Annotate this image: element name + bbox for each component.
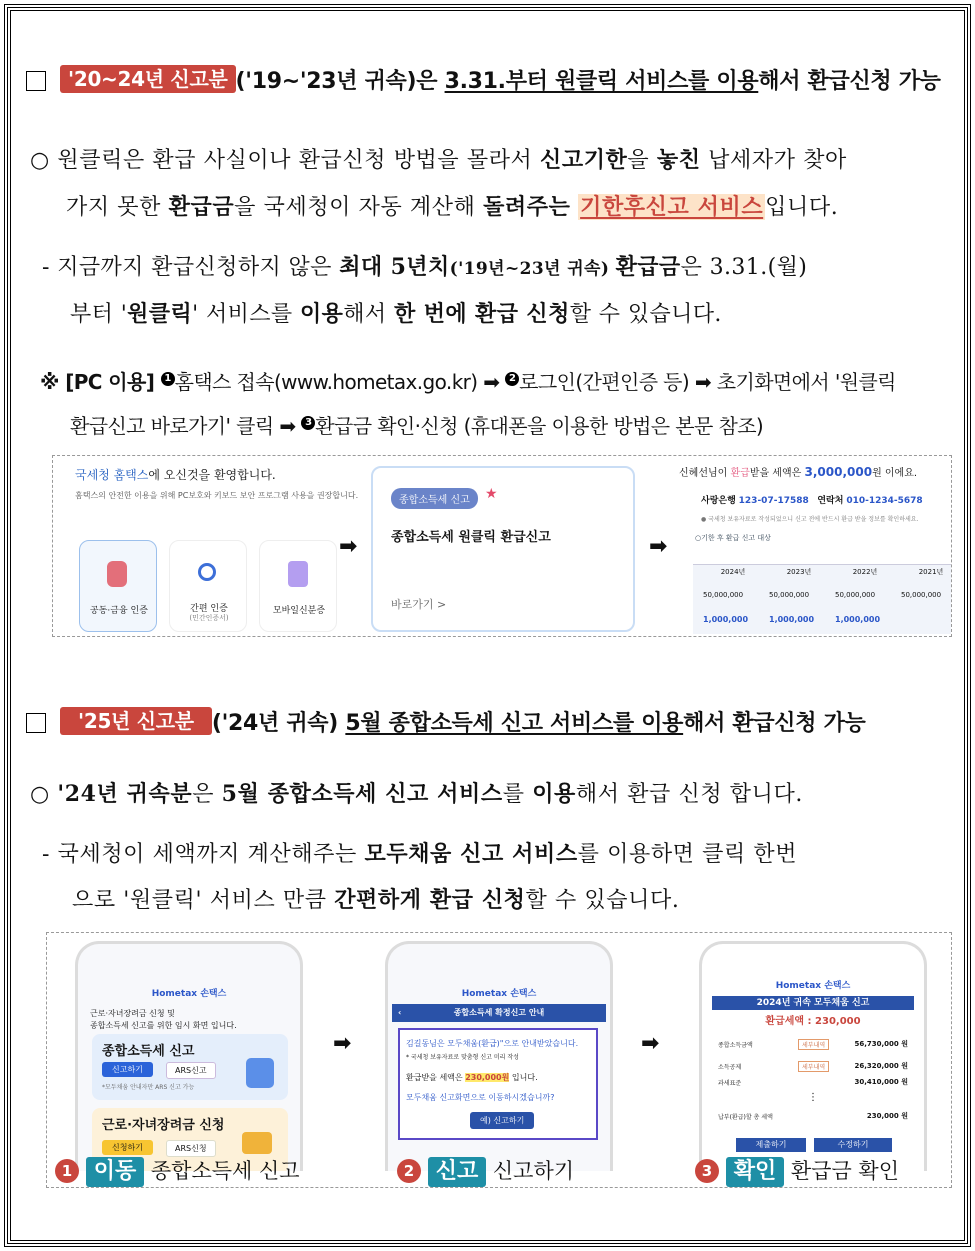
report-button[interactable]: 신고하기 bbox=[102, 1062, 153, 1077]
detail-row: 과세표준 30,410,000 원 bbox=[718, 1078, 908, 1087]
p2-line1: - 지금까지 환급신청하지 않은 최대 5년치('19년~23년 귀속) 환급금은 3.31.(월) bbox=[42, 254, 808, 280]
apply-button[interactable]: 신청하기 bbox=[102, 1140, 153, 1155]
submit-button[interactable]: 제출하기 bbox=[736, 1138, 806, 1152]
p2-line2: 부터 '원클릭' 서비스를 이용해서 한 번에 환급 신청할 수 있습니다. bbox=[70, 301, 722, 327]
arrow-icon: ➡ bbox=[649, 534, 668, 559]
p5-line1: - 국세청이 세액까지 계산해주는 모두채움 신고 서비스를 이용하면 클릭 한번 bbox=[42, 841, 798, 867]
notice-box: 김길동님은 모두채움(환급)"으로 안내받았습니다. * 국세청 보유자료로 맞춤형 신고 미리 작성 환급받을 세액은 230,000원 입니다. 모두채움 신고화면으로 이동하시겠습니까? 예) 신고하기 bbox=[398, 1028, 598, 1140]
step2-icon: 2 bbox=[505, 372, 519, 386]
phone-3: Hometax 손택스 2024년 귀속 모두채움 신고 환급세액 : 230,000 종합소득금액 세부내역 56,730,000 원 소득공제 세부내역 26,320,000 원 과세표준 30,410,000 원 ⋮ 납부(환급)할 총 세액 230,000 원 제출하기 수정하기 bbox=[699, 941, 927, 1171]
notice-header: ‹ 종합소득세 확정신고 안내 bbox=[392, 1004, 606, 1022]
p4-line: ○ '24년 귀속분은 5월 종합소득세 신고 서비스를 이용해서 환급 신청 합니다. bbox=[30, 781, 803, 807]
star-icon: ★ bbox=[485, 486, 498, 502]
p1-line1: ○ 원클릭은 환급 사실이나 환급신청 방법을 몰라서 신고기한을 놓친 납세자가 찾아 bbox=[30, 147, 847, 173]
detail-row: 소득공제 세부내역 26,320,000 원 bbox=[718, 1062, 908, 1071]
calculator-icon bbox=[246, 1058, 274, 1088]
cert-icon bbox=[107, 561, 127, 587]
mobile-id-button[interactable]: 모바일신분증 bbox=[259, 540, 337, 632]
section2-heading: '25년 신고분 ('24년 귀속) 5월 종합소득세 신고 서비스를 이용해서 환급신청 가능 bbox=[26, 706, 865, 737]
arrow-icon: ➡ bbox=[641, 1031, 660, 1056]
oneclick-card[interactable]: 종합소득세 신고 ★ 종합소득세 원클릭 환급신고 바로가기 > bbox=[371, 466, 635, 632]
detail-row: 납부(환급)할 총 세액 230,000 원 bbox=[718, 1112, 908, 1121]
refund-panel: 신혜선님이 환급받을 세액은 3,000,000원 이에요. 사랑은행 123-07-17588 연락처 010-1234-5678 ● 국세청 보유자료로 작성되었으니 신고 전에 반드시 환급 받을 정보를 확인하세요. ○기한 후 환급 신고 대상 2024년 2023년 2022년 2021년 50,000,000 50,000,000 50,000,000 50,000,000 1,000,000 1,000,000 1,000,000 bbox=[679, 464, 949, 634]
search-icon bbox=[198, 563, 216, 581]
shortcut-link[interactable]: 바로가기 > bbox=[391, 598, 447, 611]
back-icon[interactable]: ‹ bbox=[398, 1008, 402, 1017]
section1-heading: '20~24년 신고분 ('19~'23년 귀속)은 3.31.부터 원클릭 서비스를 이용해서 환급신청 가능 bbox=[26, 64, 941, 95]
refund-title: 신혜선님이 환급받을 세액은 3,000,000원 이에요. bbox=[679, 465, 918, 479]
cert-button[interactable]: 공동·금융 인증 bbox=[79, 540, 157, 632]
confirm-report-button[interactable]: 예) 신고하기 bbox=[470, 1112, 534, 1129]
hometax-screenshot: 국세청 홈택스에 오신것을 환영합니다. 홈택스의 안전한 이용을 위해 PC보호와 키보드 보안 프로그램 사용을 권장합니다. 공동·금융 인증 간편 인증 (민간인증서) 모바일신분증 ➡ 종합소득세 신고 ★ 종합소득세 원클릭 환급신고 바로가기 > ➡ 신혜선님이 환급받을 세액은 3,000,000원 이에요. 사랑은행 123-07-17588 연락처 010-1234-5678 ● 국세청 보유자료로 작성되었으니 신고 전에 반드시 환급 받을 정보를 확인하세요. ○기한 후 환급 신고 대상 2024년 2023년 2022년 2021년 50,000,000 50,000,000 50,000,000 50,000,000 1,000,000 1,000,000 1,000,000 bbox=[52, 455, 952, 637]
id-card-icon bbox=[288, 561, 308, 587]
coins-icon bbox=[242, 1132, 272, 1154]
card-tag: 종합소득세 신고 bbox=[391, 488, 478, 509]
caption-2: 2 신고 신고하기 bbox=[397, 1155, 574, 1187]
checkbox-icon bbox=[26, 713, 46, 733]
edit-button[interactable]: 수정하기 bbox=[814, 1138, 892, 1152]
phone-1: Hometax 손택스 근로·자녀장려금 신청 및 종합소득세 신고를 위한 임시 화면 입니다. 종합소득세 신고 신고하기 ARS신고 *모두채움 안내자만 ARS 신고 가능 근로·자녀장려금 신청 신청하기 ARS신청 bbox=[75, 941, 303, 1171]
tax-card: 종합소득세 신고 신고하기 ARS신고 *모두채움 안내자만 ARS 신고 가능 bbox=[92, 1034, 288, 1100]
p1-line2: 가지 못한 환급금을 국세청이 자동 계산해 돌려주는 기한후신고 서비스입니다. bbox=[66, 194, 839, 220]
arrow-icon: ➡ bbox=[333, 1031, 352, 1056]
step1-icon: 1 bbox=[161, 372, 175, 386]
step3-icon: 3 bbox=[301, 416, 315, 430]
phone-2: Hometax 손택스 ‹ 종합소득세 확정신고 안내 김길동님은 모두채움(환급)"으로 안내받았습니다. * 국세청 보유자료로 맞춤형 신고 미리 작성 환급받을 세액은 230,000원 입니다. 모두채움 신고화면으로 이동하시겠습니까? 예) 신고하기 bbox=[385, 941, 613, 1171]
welcome-text: 국세청 홈택스에 오신것을 환영합니다. bbox=[75, 468, 276, 482]
detail-rows: 종합소득금액 세부내역 56,730,000 원 소득공제 세부내역 26,320,000 원 과세표준 30,410,000 원 ⋮ 납부(환급)할 총 세액 230,000 원 bbox=[718, 1040, 908, 1128]
caption-1: 1 이동 종합소득세 신고 bbox=[55, 1155, 300, 1187]
checkbox-icon bbox=[26, 71, 46, 91]
p3-line2: 환급신고 바로가기' 클릭 ➡ 3 환급금 확인·신청 (휴대폰을 이용한 방법은 본문 참조) bbox=[70, 414, 764, 438]
simple-auth-button[interactable]: 간편 인증 (민간인증서) bbox=[169, 540, 247, 632]
arrow-icon: ➡ bbox=[339, 534, 358, 559]
sontax-screenshot bbox=[46, 932, 952, 1188]
year-table: 2024년 2023년 2022년 2021년 50,000,000 50,000,000 50,000,000 50,000,000 1,000,000 1,000,000 1,000,000 bbox=[693, 564, 952, 634]
section1-tag: '20~24년 신고분 bbox=[60, 65, 236, 93]
section2-tag: '25년 신고분 bbox=[60, 707, 212, 735]
caption-3: 3 확인 환급금 확인 bbox=[695, 1155, 899, 1187]
highlight-service: 기한후신고 서비스 bbox=[580, 194, 764, 220]
allowance-card: 근로·자녀장려금 신청 신청하기 ARS신청 bbox=[92, 1108, 288, 1171]
detail-row: 종합소득금액 세부내역 56,730,000 원 bbox=[718, 1040, 908, 1049]
p3-line1: ※ [PC 이용] 1 홈택스 접속(www.hometax.go.kr) ➡ 2 로그인(간편인증 등) ➡ 초기화면에서 '원클릭 bbox=[40, 370, 896, 394]
p5-line2: 으로 '원클릭' 서비스 만큼 간편하게 환급 신청할 수 있습니다. bbox=[72, 887, 680, 913]
ars-apply-button[interactable]: ARS신청 bbox=[166, 1140, 216, 1157]
ars-button[interactable]: ARS신고 bbox=[166, 1062, 216, 1079]
